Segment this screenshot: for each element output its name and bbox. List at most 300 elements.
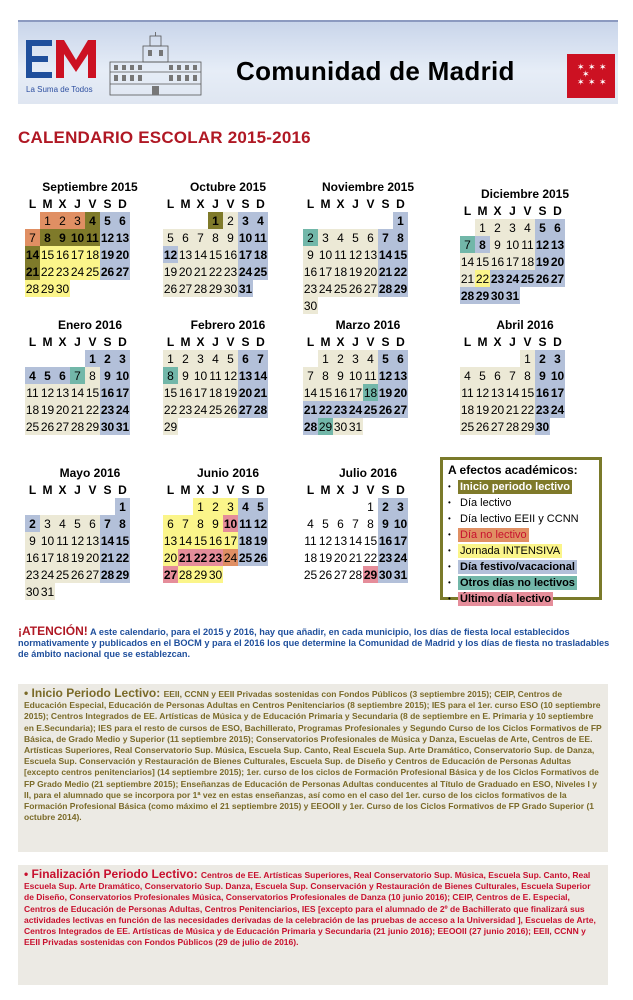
day-cell: 9 <box>535 367 550 384</box>
day-cell: 25 <box>520 271 535 286</box>
day-cell: 21 <box>253 385 268 400</box>
day-cell: 5 <box>475 367 490 384</box>
empty-cell <box>40 350 55 367</box>
day-cell: 23 <box>378 550 393 565</box>
day-cell: 28 <box>303 419 318 434</box>
day-cell: 8 <box>393 229 408 246</box>
day-cell: 8 <box>318 367 333 384</box>
day-cell: 16 <box>333 385 348 400</box>
day-cell: 27 <box>238 402 253 417</box>
weekday-header: D <box>553 334 562 349</box>
day-cell: 24 <box>550 402 565 417</box>
empty-cell <box>303 212 318 229</box>
day-cell: 30 <box>535 419 550 434</box>
day-cell: 12 <box>475 385 490 400</box>
empty-cell <box>25 350 40 367</box>
legend-item <box>448 495 594 511</box>
weekday-header: V <box>226 196 235 211</box>
day-cell: 15 <box>318 385 333 400</box>
day-cell: 22 <box>208 264 223 279</box>
month-7 <box>303 318 433 435</box>
day-cell: 9 <box>100 367 115 384</box>
empty-cell <box>55 583 70 600</box>
weekday-header: X <box>58 482 67 497</box>
day-cell: 22 <box>40 264 55 279</box>
weekday-header: S <box>381 334 390 349</box>
day-cell: 10 <box>223 516 238 531</box>
day-cell: 1 <box>520 350 535 367</box>
empty-cell <box>238 566 253 583</box>
empty-cell <box>490 350 505 367</box>
weekday-header: V <box>88 334 97 349</box>
day-cell: 20 <box>55 402 70 417</box>
day-cell: 29 <box>163 419 178 434</box>
day-cell: 23 <box>490 271 505 286</box>
empty-cell <box>25 212 40 229</box>
weekday-header: S <box>103 196 112 211</box>
empty-cell <box>535 287 550 304</box>
bullet-icon: • <box>448 530 451 539</box>
day-cell: 7 <box>25 229 40 246</box>
day-cell: 11 <box>304 533 317 548</box>
month-name: Abril 2016 <box>496 318 554 332</box>
weekday-header: S <box>538 334 547 349</box>
day-cell: 23 <box>55 264 70 279</box>
legend-label: Último día lectivo <box>460 593 552 605</box>
day-cell: 24 <box>348 402 363 417</box>
day-cell: 25 <box>303 567 318 582</box>
fin-head: • Finalización Periodo Lectivo: <box>24 867 201 881</box>
day-cell: 11 <box>26 385 39 400</box>
day-cell: 4 <box>460 367 475 384</box>
attention-text: A este calendario, para el 2015 y 2016, hay que añadir, en cada municipio, los días de fiesta local establecidos normativamente y publicados en el BOCM y para el 2016 los que determine la Comunidad de Madrid y los días de fiesta no trasladables de ámbito nacional que se establezcan. <box>18 627 610 659</box>
day-cell: 20 <box>163 550 178 565</box>
bullet-icon: • <box>448 562 451 571</box>
day-cell: 8 <box>193 515 208 532</box>
day-cell: 16 <box>535 385 550 400</box>
day-cell: 15 <box>393 247 408 262</box>
empty-cell <box>348 498 363 515</box>
weekday-header: V <box>523 203 532 218</box>
day-cell: 3 <box>115 350 130 367</box>
month-2 <box>163 180 293 297</box>
empty-cell <box>303 350 318 367</box>
day-cell: 3 <box>238 212 253 229</box>
empty-cell <box>318 498 333 515</box>
day-cell: 5 <box>100 212 115 229</box>
empty-cell <box>70 583 85 600</box>
day-cell: 9 <box>378 515 393 532</box>
weekday-header: S <box>241 482 250 497</box>
day-cell: 27 <box>363 281 378 296</box>
day-cell: 1 <box>318 350 333 367</box>
day-cell: 12 <box>253 516 268 531</box>
day-cell: 10 <box>348 368 363 383</box>
day-cell: 25 <box>253 264 268 279</box>
inicio-head: • Inicio Periodo Lectivo: <box>24 686 164 700</box>
day-cell: 21 <box>193 264 208 279</box>
day-cell: 19 <box>100 247 115 262</box>
day-cell: 1 <box>363 498 378 515</box>
day-cell: 5 <box>378 350 393 367</box>
day-cell: 8 <box>40 229 55 246</box>
legend-item <box>448 543 594 559</box>
day-cell: 20 <box>393 385 408 400</box>
day-cell: 19 <box>40 402 55 417</box>
bullet-icon: • <box>448 514 451 523</box>
day-cell: 28 <box>70 419 85 434</box>
month-grid <box>25 195 155 297</box>
day-cell: 31 <box>238 281 253 296</box>
day-cell: 18 <box>25 402 40 417</box>
day-cell: 3 <box>550 350 565 367</box>
legend-label: Día lectivo <box>460 497 512 509</box>
day-cell: 20 <box>333 550 348 565</box>
day-cell: 6 <box>85 515 100 532</box>
empty-cell <box>378 297 393 314</box>
month-name: Mayo 2016 <box>59 466 121 480</box>
day-cell: 5 <box>70 515 85 532</box>
day-cell: 17 <box>70 247 85 262</box>
attention-note <box>18 626 618 660</box>
day-cell: 26 <box>70 567 85 582</box>
day-cell: 29 <box>475 288 490 303</box>
month-name: Noviembre 2015 <box>321 180 415 194</box>
day-cell: 15 <box>163 385 178 400</box>
day-cell: 18 <box>363 385 378 400</box>
day-cell: 26 <box>100 264 115 279</box>
day-cell: 24 <box>193 402 208 417</box>
day-cell: 12 <box>223 368 238 383</box>
weekday-header: J <box>212 482 219 497</box>
empty-cell <box>70 280 85 297</box>
weekday-header: V <box>226 482 235 497</box>
day-cell: 1 <box>475 219 490 236</box>
day-cell: 2 <box>100 350 115 367</box>
day-cell: 28 <box>100 567 115 582</box>
day-cell: 12 <box>318 533 333 548</box>
day-cell: 7 <box>178 515 193 532</box>
day-cell: 18 <box>460 402 475 417</box>
day-cell: 14 <box>505 385 520 400</box>
legend-box <box>440 457 602 605</box>
weekday-header: J <box>352 196 359 211</box>
day-cell: 8 <box>208 229 223 246</box>
inicio-text: EEII, CCNN y EEII Privadas sostenidas con Fondos Públicos (3 septiembre 2015); CEIP, Centros de Educación Especial, Educación de Personas Adultas en Centros Penitenciarios (8 septiembre 2015); IES para el 1er. curso ESO (10 septiembre 2015); Centros Integrados de EE. Artísticas de Música y de Educación Primaria y Secundaria (8 de septiembre en E. Primaria y 10 septiembre en E.Secundaria); IES para el resto de cursos de ESO, Bachillerato, Programas Profesionales y Segundo Curso de los Ciclos Formativos de FP Básica, de Grado Medio y Superior (11 septiembre 2015); Conservatorios Profesionales de Música y Danza, Escuelas de Arte, Centros de EE. Artísticas Superiores, Real Conservatorio Sup. Música, Escuela Sup. Canto, Real Escuela Sup. Arte Dramático, Conservatorio Sup. de Danza, Escuela Sup. Conservación y Restauración de Bienes Culturales, Escuela Sup. de Diseño y Centros de Educación de Personas Adultas [excepto centros penitenciarios] (14 septiembre 2015); 1er. curso de los ciclos de Formación Profesional Básica y de los Ciclos Formativos de FP Grado Medio (21 septiembre 2015); Enseñanzas de Educación de Personas Adultas conducentes al Título de Graduado en ESO, Niveles I y II, para el alumnado que se incorpora por 1ª vez en estas enseñanzas, así como en el caso del 1er. curso de los ciclos formativos de la Formación Profesional Básica (como máximo el 21 septiembre 2015) y EEOOII y 1er. Curso de los Ciclos Formativos de FP Grado Superior (1 octubre 2014). <box>24 689 602 823</box>
day-cell: 13 <box>363 247 378 262</box>
weekday-header: D <box>396 196 405 211</box>
weekday-header: L <box>28 334 37 349</box>
day-cell: 22 <box>163 402 178 417</box>
bullet-icon: • <box>448 546 451 555</box>
empty-cell <box>550 287 565 304</box>
day-cell: 26 <box>348 281 363 296</box>
empty-cell <box>40 498 55 515</box>
day-cell: 15 <box>115 533 130 548</box>
day-cell: 10 <box>40 533 55 548</box>
day-cell: 19 <box>163 264 178 279</box>
empty-cell <box>318 297 333 314</box>
day-cell: 7 <box>253 350 268 367</box>
empty-cell <box>393 418 408 435</box>
weekday-header: S <box>103 334 112 349</box>
day-cell: 10 <box>193 368 208 383</box>
day-cell: 13 <box>393 368 408 383</box>
empty-cell <box>550 418 565 435</box>
bullet-icon: • <box>448 498 451 507</box>
day-cell: 7 <box>193 229 208 246</box>
day-cell: 6 <box>55 367 70 384</box>
day-cell: 28 <box>348 567 363 582</box>
day-cell: 27 <box>85 567 100 582</box>
weekday-header: M <box>180 196 191 211</box>
day-cell: 24 <box>223 550 238 565</box>
day-cell: 4 <box>208 350 223 367</box>
weekday-header: M <box>320 482 331 497</box>
day-cell: 15 <box>85 385 100 400</box>
month-grid <box>25 481 155 600</box>
day-cell: 27 <box>163 567 178 582</box>
day-cell: 31 <box>115 419 130 434</box>
day-cell: 2 <box>333 350 348 367</box>
empty-cell <box>70 498 85 515</box>
legend-title: A efectos académicos: <box>448 463 578 477</box>
day-cell: 4 <box>363 350 378 367</box>
weekday-header: J <box>74 482 81 497</box>
empty-cell <box>85 498 100 515</box>
day-cell: 10 <box>70 230 85 245</box>
day-cell: 16 <box>55 247 70 262</box>
month-9 <box>25 466 155 600</box>
weekday-header: S <box>241 196 250 211</box>
legend-item <box>448 559 594 575</box>
empty-cell <box>223 566 238 583</box>
empty-cell <box>393 297 408 314</box>
weekday-header: M <box>320 196 331 211</box>
legend-label: Jornada INTENSIVA <box>460 545 561 557</box>
month-grid <box>163 481 293 583</box>
day-cell: 24 <box>393 550 408 565</box>
day-cell: 9 <box>178 367 193 384</box>
empty-cell <box>115 583 130 600</box>
day-cell: 29 <box>40 281 55 296</box>
day-cell: 26 <box>378 402 393 417</box>
day-cell: 29 <box>393 281 408 296</box>
empty-cell <box>178 418 193 435</box>
weekday-header: J <box>509 203 516 218</box>
day-cell: 20 <box>550 254 565 269</box>
weekday-header: V <box>88 482 97 497</box>
day-cell: 8 <box>163 367 178 384</box>
empty-cell <box>363 212 378 229</box>
weekday-header: D <box>118 482 127 497</box>
weekday-header: D <box>256 334 265 349</box>
month-3 <box>303 180 433 314</box>
day-cell: 9 <box>208 515 223 532</box>
day-cell: 16 <box>378 533 393 548</box>
day-cell: 4 <box>238 498 253 515</box>
day-cell: 21 <box>505 402 520 417</box>
day-cell: 24 <box>40 567 55 582</box>
month-name: Octubre 2015 <box>189 180 267 194</box>
day-cell: 23 <box>100 402 115 417</box>
day-cell: 26 <box>40 419 55 434</box>
day-cell: 26 <box>163 281 178 296</box>
day-cell: 6 <box>490 367 505 384</box>
day-cell: 12 <box>100 230 115 245</box>
day-cell: 11 <box>56 533 69 548</box>
day-cell: 1 <box>40 212 55 229</box>
day-cell: 21 <box>378 264 393 279</box>
day-cell: 14 <box>25 247 40 262</box>
day-cell: 29 <box>208 281 223 296</box>
empty-cell <box>475 350 490 367</box>
day-cell: 20 <box>363 264 378 279</box>
empty-cell <box>348 212 363 229</box>
empty-cell <box>178 498 193 515</box>
weekday-header: X <box>336 334 345 349</box>
day-cell: 22 <box>363 550 378 565</box>
day-cell: 14 <box>193 247 208 262</box>
day-cell: 21 <box>25 264 40 279</box>
day-cell: 6 <box>178 229 193 246</box>
day-cell: 13 <box>333 533 348 548</box>
weekday-header: X <box>493 203 502 218</box>
day-cell: 23 <box>223 264 238 279</box>
day-cell: 3 <box>40 515 55 532</box>
day-cell: 12 <box>70 533 85 548</box>
empty-cell <box>333 212 348 229</box>
day-cell: 15 <box>193 533 208 548</box>
madrid-flag-icon: ✶ ✶ ✶ ✶ ✶ ✶ ✶ <box>567 54 615 98</box>
weekday-header: D <box>396 482 405 497</box>
day-cell: 30 <box>223 281 238 296</box>
day-cell: 13 <box>490 385 505 400</box>
day-cell: 27 <box>55 419 70 434</box>
day-cell: 17 <box>318 264 333 279</box>
day-cell: 4 <box>25 367 40 384</box>
day-cell: 30 <box>208 567 223 582</box>
day-cell: 2 <box>303 229 318 246</box>
empty-cell <box>238 418 253 435</box>
weekday-header: J <box>352 334 359 349</box>
day-cell: 25 <box>208 402 223 417</box>
day-cell: 23 <box>333 402 348 417</box>
legend-label: Día lectivo EEII y CCNN <box>460 513 579 525</box>
day-cell: 7 <box>378 229 393 246</box>
day-cell: 24 <box>115 402 130 417</box>
weekday-header: S <box>241 334 250 349</box>
empty-cell <box>223 418 238 435</box>
day-cell: 17 <box>40 550 55 565</box>
weekday-header: L <box>28 482 37 497</box>
day-cell: 28 <box>193 281 208 296</box>
empty-cell <box>25 498 40 515</box>
weekday-header: M <box>180 334 191 349</box>
day-cell: 2 <box>378 498 393 515</box>
day-cell: 20 <box>115 247 130 262</box>
day-cell: 11 <box>209 368 222 383</box>
day-cell: 21 <box>100 550 115 565</box>
empty-cell <box>333 498 348 515</box>
day-cell: 1 <box>163 350 178 367</box>
day-cell: 5 <box>318 515 333 532</box>
weekday-header: M <box>180 482 191 497</box>
day-cell: 11 <box>461 385 474 400</box>
day-cell: 24 <box>238 264 253 279</box>
attention-head: ¡ATENCIÓN! <box>18 624 88 638</box>
day-cell: 6 <box>363 229 378 246</box>
empty-cell <box>85 280 100 297</box>
empty-cell <box>318 212 333 229</box>
day-cell: 30 <box>25 584 40 599</box>
legend-item <box>448 575 594 591</box>
day-cell: 24 <box>505 271 520 286</box>
day-cell: 4 <box>520 219 535 236</box>
day-cell: 3 <box>393 498 408 515</box>
weekday-header: J <box>212 196 219 211</box>
day-cell: 13 <box>85 533 100 548</box>
weekday-header: V <box>523 334 532 349</box>
day-cell: 11 <box>239 516 252 531</box>
day-cell: 22 <box>393 264 408 279</box>
month-name: Julio 2016 <box>338 466 398 480</box>
bullet-icon: • <box>448 578 451 587</box>
weekday-header: J <box>509 334 516 349</box>
day-cell: 8 <box>85 367 100 384</box>
day-cell: 28 <box>25 281 40 296</box>
day-cell: 4 <box>303 515 318 532</box>
day-cell: 19 <box>70 550 85 565</box>
empty-cell <box>115 280 130 297</box>
legend-item <box>448 511 594 527</box>
brand-title: Comunidad de Madrid <box>236 56 515 86</box>
weekday-header: J <box>74 196 81 211</box>
day-cell: 12 <box>348 247 363 262</box>
day-cell: 1 <box>193 498 208 515</box>
day-cell: 11 <box>254 230 267 245</box>
month-grid <box>460 202 590 304</box>
weekday-header: D <box>256 482 265 497</box>
day-cell: 5 <box>163 229 178 246</box>
day-cell: 15 <box>520 385 535 400</box>
empty-cell <box>520 287 535 304</box>
weekday-header: J <box>212 334 219 349</box>
day-cell: 7 <box>348 515 363 532</box>
day-cell: 29 <box>520 419 535 434</box>
day-cell: 12 <box>163 247 178 262</box>
day-cell: 26 <box>475 419 490 434</box>
day-cell: 14 <box>100 533 115 548</box>
month-grid <box>460 333 590 435</box>
day-cell: 22 <box>475 271 490 286</box>
day-cell: 29 <box>318 419 333 434</box>
weekday-header: L <box>306 196 315 211</box>
weekday-header: V <box>366 196 375 211</box>
weekday-header: M <box>42 334 53 349</box>
empty-cell <box>85 583 100 600</box>
header-banner <box>18 20 618 104</box>
empty-cell <box>460 219 475 236</box>
weekday-header: D <box>396 334 405 349</box>
day-cell: 10 <box>238 230 253 245</box>
day-cell: 11 <box>521 237 534 252</box>
day-cell: 18 <box>55 550 70 565</box>
day-cell: 9 <box>223 229 238 246</box>
day-cell: 16 <box>100 385 115 400</box>
weekday-header: S <box>381 482 390 497</box>
day-cell: 6 <box>333 515 348 532</box>
